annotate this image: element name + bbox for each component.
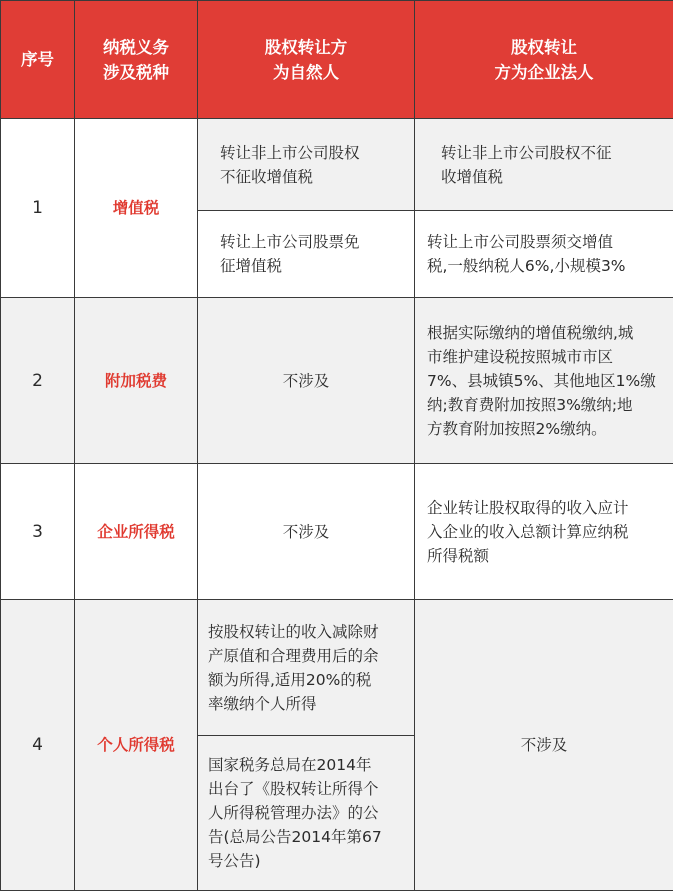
person-cell: 不涉及 — [198, 298, 415, 464]
row-number: 4 — [1, 600, 75, 891]
person-cell: 按股权转让的收入减除财 产原值和合理费用后的余 额为所得,适用20%的税 率缴纳个人所得 — [198, 600, 415, 736]
person-cell: 不涉及 — [198, 464, 415, 600]
table-row — [1, 298, 673, 464]
header-person: 股权转让方 为自然人 — [198, 1, 415, 119]
header-tax: 纳税义务 涉及税种 — [75, 1, 198, 119]
header-num: 序号 — [1, 1, 75, 119]
corp-cell: 企业转让股权取得的收入应计 入企业的收入总额计算应纳税 所得税额 — [415, 464, 673, 600]
row-number: 2 — [1, 298, 75, 464]
row-number: 1 — [1, 119, 75, 298]
table-row — [1, 119, 673, 211]
tax-type: 企业所得税 — [75, 464, 198, 600]
tax-type: 增值税 — [75, 119, 198, 298]
table-row — [1, 464, 673, 600]
header-row — [1, 1, 673, 119]
tax-type: 附加税费 — [75, 298, 198, 464]
row-number: 3 — [1, 464, 75, 600]
tax-type: 个人所得税 — [75, 600, 198, 891]
corp-cell: 转让上市公司股票须交增值 税,一般纳税人6%,小规模3% — [415, 211, 673, 298]
person-cell: 转让上市公司股票免 征增值税 — [198, 211, 415, 298]
corp-cell: 根据实际缴纳的增值税缴纳,城 市维护建设税按照城市市区 7%、县城镇5%、其他地区1%缴 纳;教育费附加按照3%缴纳;地 方教育附加按照2%缴纳。 — [415, 298, 673, 464]
table-row — [1, 600, 673, 736]
person-cell: 国家税务总局在2014年 出台了《股权转让所得个 人所得税管理办法》的公 告(总局公告2014年第67 号公告) — [198, 736, 415, 891]
corp-cell: 转让非上市公司股权不征 收增值税 — [415, 119, 673, 211]
header-corp: 股权转让 方为企业法人 — [415, 1, 673, 119]
person-cell: 转让非上市公司股权 不征收增值税 — [198, 119, 415, 211]
corp-cell: 不涉及 — [415, 600, 673, 891]
